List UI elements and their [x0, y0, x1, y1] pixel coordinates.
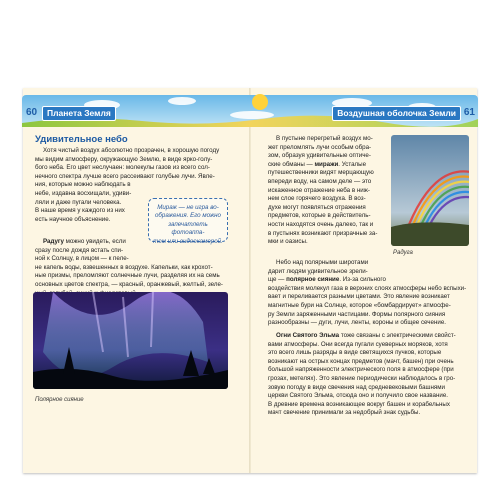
text-line — [268, 161, 388, 170]
text-line: впереди воду, на самом деле — это — [268, 177, 372, 185]
section-title: Удивительное небо — [35, 134, 128, 145]
text-line: зом, образуя удивительные оптиче- — [268, 152, 371, 160]
text-line: не капель воды, взвешенных в воздухе. Капельки, как крохот- — [35, 263, 213, 271]
aurora-term: полярное сияние — [286, 276, 340, 284]
book-spine — [249, 88, 251, 473]
note-line: запечатлеть фотоаппа- — [168, 220, 208, 237]
text-fragment: ские обманы — — [268, 160, 313, 168]
text-line: ния, которые можно наблюдать в — [35, 181, 131, 189]
aurora-photo — [33, 292, 228, 389]
text-line: жет преломлять лучи особым обра- — [268, 143, 372, 151]
text-line: В древние времена возникающее вокруг башен и корабельных — [268, 400, 450, 408]
text-line: ной к Солнцу, в лицом — к пеле- — [35, 255, 129, 263]
text-line: большой напряженности электрического поля в атмосфере (при — [268, 366, 454, 374]
text-line — [35, 238, 231, 247]
text-line: предметов, которые в действитель- — [268, 212, 371, 220]
text-line: воздействия молекул газа в верхних слоях атмосферы небо вспыхи- — [268, 284, 467, 292]
text-line: грозах, метелях). Это явление периодически наблюдалось в гро- — [268, 374, 456, 382]
text-fragment: можно увидеть, если — [63, 238, 126, 245]
text-line: магнитные бури на Солнце, которое «бомбардирует» атмосфе- — [268, 301, 451, 309]
text-line: мки и оазисы. — [268, 238, 308, 246]
note-line: Мираж — не игра во- — [157, 204, 219, 211]
text-line: разнообразны — дуги, лучи, ленты, короны и общее сечение. — [268, 319, 446, 327]
note-line: ображения. Его можно — [154, 212, 221, 220]
text-line: основных цветов спектра, — красный, оранжевый, желтый, зеле- — [35, 280, 223, 288]
page-number-left: 60 — [26, 107, 38, 118]
text-line: В пустыне перегретый воздух мо- — [276, 135, 373, 142]
text-line: нечного спектра лучше всего рассеивают голубые лучи. Явле- — [35, 172, 215, 180]
paragraph-aurora — [268, 259, 472, 328]
text-line: сразу после дождя встать спи- — [35, 246, 124, 254]
sun-icon — [252, 94, 268, 110]
mirage-note — [148, 198, 228, 245]
text-line: ру Земли заряженными частицами. Формы полярного сияния — [268, 310, 446, 318]
chapter-tag-left: Планета Земля — [42, 106, 116, 121]
text-line: ности находятся очень далеко, так и — [268, 220, 374, 228]
rainbow-term: Радугу — [43, 238, 64, 245]
text-line: мачт свечение принимали за недобрый знак судьбы. — [268, 409, 421, 417]
note-line: том или видеокамерой. — [153, 237, 223, 245]
text-fragment: . Из-за сильного — [339, 276, 386, 284]
rainbow-caption: Радуга — [393, 250, 413, 256]
text-line: бого неба. Его цвет неслучаен: молекулы газов из всего сол- — [35, 164, 210, 172]
paragraph-rainbow — [35, 238, 231, 298]
text-line: путешественники видят мерцающую — [268, 169, 374, 177]
text-line: Хотя чистый воздух абсолютно прозрачен, в хорошую погоду — [43, 147, 220, 154]
text-line: церкви Святого Эльма, отсюда оно и получило свое название. — [268, 392, 449, 400]
text-line: в пустынях возникают призрачные за- — [268, 229, 378, 237]
text-fragment: тоже связаны с электрическими свойст- — [339, 332, 456, 339]
text-line — [268, 276, 472, 285]
text-line: нем слое горячего воздуха. В воз- — [268, 195, 366, 203]
rainbow-photo — [391, 135, 469, 246]
page-number-right: 61 — [463, 107, 475, 118]
paragraph-mirage — [268, 135, 388, 247]
text-line: ные призмы, преломляют солнечные лучи, разделяя их на семь — [35, 272, 220, 280]
paragraph-elmo — [268, 332, 472, 418]
text-line — [268, 332, 472, 341]
chapter-tag-right: Воздушная оболочка Земли — [332, 106, 461, 121]
text-fragment: ще — — [268, 276, 285, 284]
text-line: возникают на острых концах предметов (мачт, башен) при очень — [268, 357, 454, 365]
text-line: это всего лишь разряды в виде светящихся пучков, которые — [268, 349, 442, 357]
mirage-term: миражи — [314, 160, 339, 168]
text-line: есть научное объяснение. — [35, 215, 111, 223]
text-line: вает и переливается разными цветами. Это явление возникает — [268, 293, 450, 301]
text-line: ляли и даже пугали человека. — [35, 198, 122, 206]
text-line: зовую погоду в виде свечения над средневековыми башнями — [268, 383, 445, 391]
text-fragment: . Усталые — [338, 160, 367, 168]
text-line: небе, издавна восхищали, удиви- — [35, 189, 132, 197]
text-line: вами атмосферы. Они всегда пугали суеверных моряков, хотя — [268, 340, 448, 348]
text-line: мы видим атмосферу, окружающую Землю, в виде ярко-голу- — [35, 155, 213, 163]
text-line: искаженное отражение неба в ниж- — [268, 186, 370, 194]
elmo-term: Огни Святого Эльма — [276, 332, 340, 339]
text-line: дарит людям удивительное зрели- — [268, 267, 368, 275]
text-line: В наше время у каждого из них — [35, 207, 125, 215]
text-line: Небо над полярными широтами — [276, 259, 369, 266]
text-line: духе могут появляться отражения — [268, 203, 366, 211]
aurora-caption: Полярное сияние — [35, 397, 84, 403]
